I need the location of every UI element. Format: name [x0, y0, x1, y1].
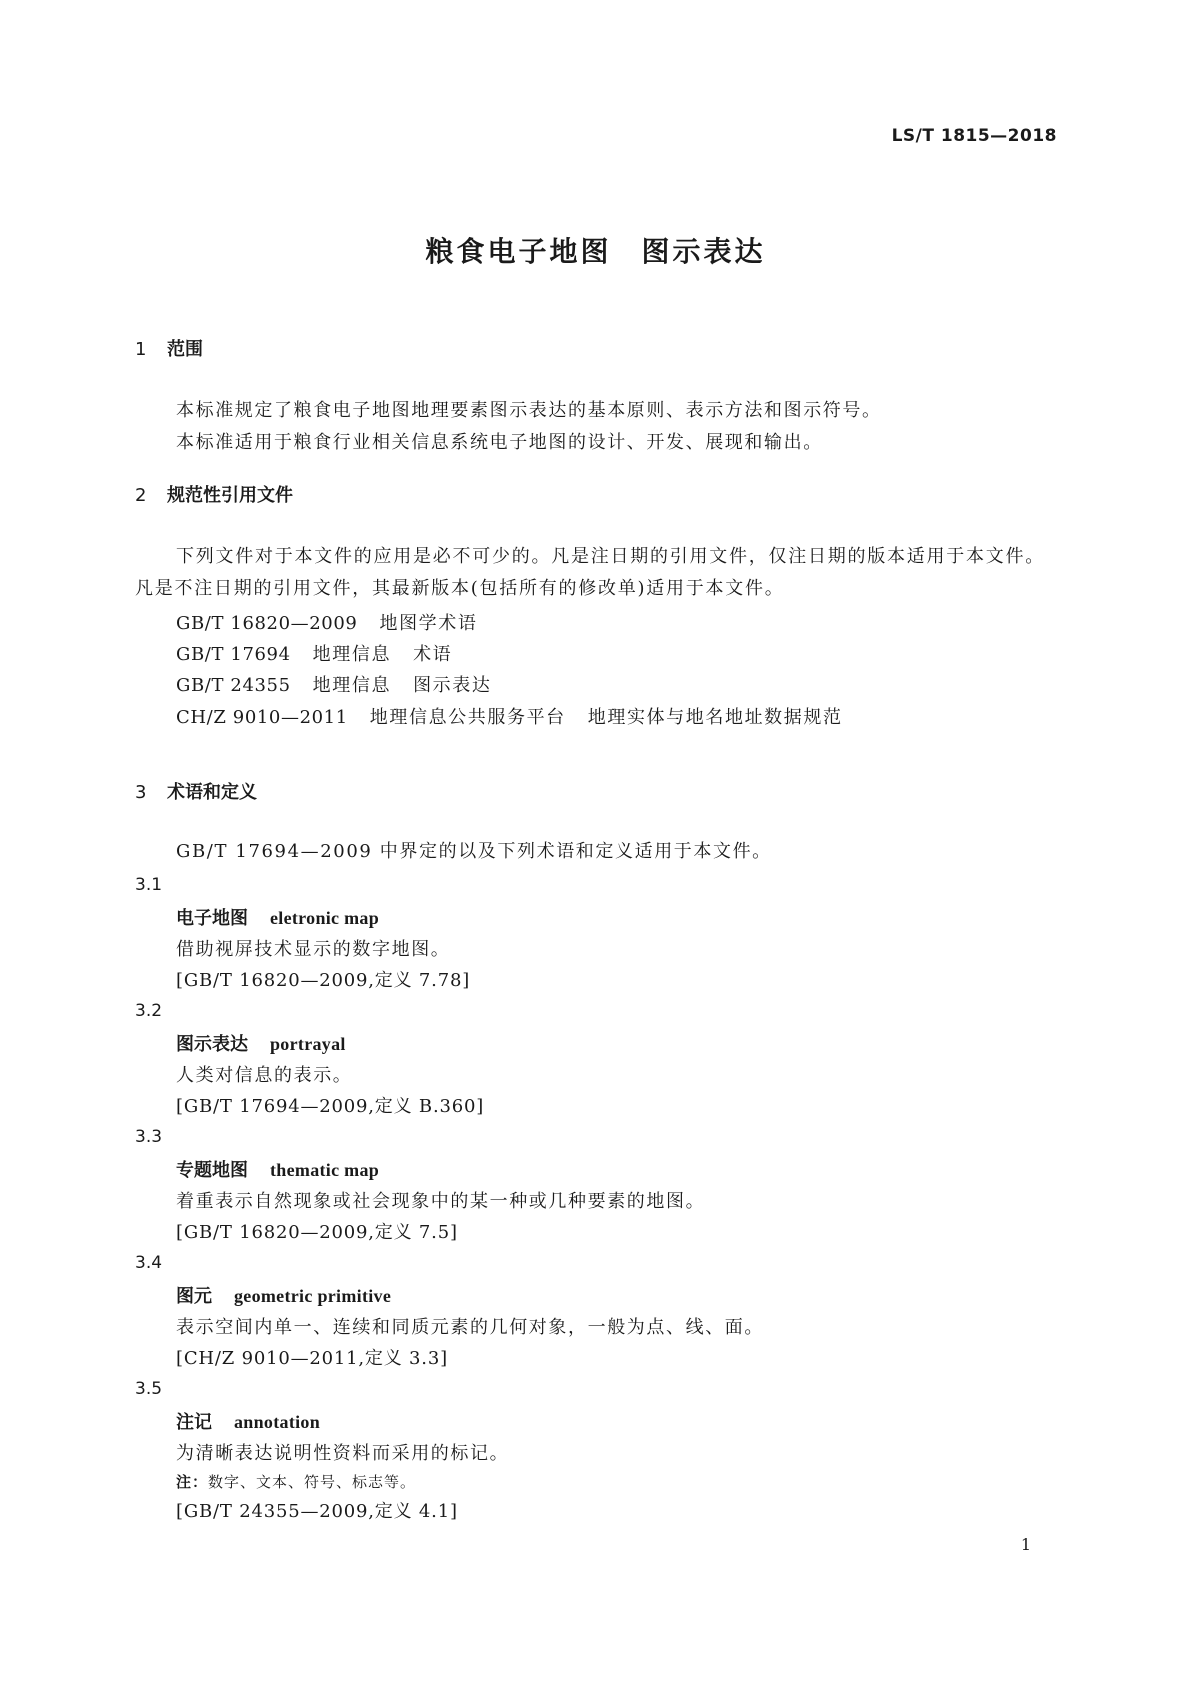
clause-number: 3.2 — [135, 1001, 163, 1021]
term-definition: 借助视屏技术显示的数字地图。 — [176, 939, 451, 960]
term-heading — [176, 1030, 346, 1056]
reference-title: 地图学术语 — [379, 613, 478, 634]
section-number: 2 — [135, 485, 147, 506]
term-heading — [176, 904, 379, 930]
section-title: 术语和定义 — [167, 782, 257, 803]
term-zh: 图示表达 — [176, 1034, 248, 1055]
reference-code: CH/Z 9010—2011 — [176, 707, 348, 728]
reference-code: GB/T 24355 — [176, 675, 291, 696]
term-definition: 表示空间内单一、连续和同质元素的几何对象，一般为点、线、面。 — [176, 1317, 764, 1338]
standard-code: LS/T 1815—2018 — [891, 126, 1057, 146]
scope-paragraph-2: 本标准适用于粮食行业相关信息系统电子地图的设计、开发、展现和输出。 — [176, 432, 823, 453]
term-zh: 电子地图 — [176, 908, 248, 929]
term-en: eletronic map — [270, 908, 380, 928]
section-3-heading — [135, 778, 257, 804]
term-en: annotation — [234, 1412, 321, 1432]
term-en: thematic map — [270, 1160, 380, 1180]
term-zh: 注记 — [176, 1412, 212, 1433]
reference-title: 地理信息公共服务平台 — [369, 707, 566, 728]
scope-paragraph-1: 本标准规定了粮食电子地图地理要素图示表达的基本原则、表示方法和图示符号。 — [176, 400, 882, 421]
reference-subtitle: 图示表达 — [413, 675, 492, 696]
reference-item — [176, 670, 491, 702]
document-title — [0, 230, 1191, 270]
note-text: 数字、文本、符号、标志等。 — [208, 1473, 417, 1491]
reference-subtitle: 地理实体与地名地址数据规范 — [587, 707, 843, 728]
note-label: 注： — [176, 1473, 209, 1491]
term-zh: 图元 — [176, 1286, 212, 1307]
section-title: 范围 — [167, 339, 203, 360]
reference-code: GB/T 17694 — [176, 644, 291, 665]
term-source: [CH/Z 9010—2011,定义 3.3] — [176, 1348, 448, 1369]
term-source: [GB/T 16820—2009,定义 7.78] — [176, 970, 471, 991]
reference-code: GB/T 16820—2009 — [176, 613, 358, 634]
page-number: 1 — [1020, 1535, 1031, 1554]
term-en: geometric primitive — [234, 1286, 392, 1306]
term-zh: 专题地图 — [176, 1160, 248, 1181]
term-source: [GB/T 17694—2009,定义 B.360] — [176, 1096, 485, 1117]
term-definition: 为清晰表达说明性资料而采用的标记。 — [176, 1443, 510, 1464]
clause-number: 3.1 — [135, 875, 163, 895]
term-definition: 着重表示自然现象或社会现象中的某一种或几种要素的地图。 — [176, 1191, 706, 1212]
term-source: [GB/T 16820—2009,定义 7.5] — [176, 1222, 458, 1243]
section-number: 3 — [135, 782, 147, 803]
reference-item — [176, 702, 843, 734]
title-part-1: 粮食电子地图 — [425, 235, 612, 268]
reference-title: 地理信息 — [312, 675, 392, 696]
terms-intro: GB/T 17694—2009 中界定的以及下列术语和定义适用于本文件。 — [176, 841, 772, 862]
references-intro: 下列文件对于本文件的应用是必不可少的。凡是注日期的引用文件，仅注日期的版本适用于本文件。凡是不注日期的引用文件，其最新版本(包括所有的修改单)适用于本文件。 — [135, 546, 1045, 599]
reference-title: 地理信息 — [312, 644, 392, 665]
section-number: 1 — [135, 339, 147, 360]
term-definition: 人类对信息的表示。 — [176, 1065, 353, 1086]
term-note — [176, 1471, 416, 1492]
section-title: 规范性引用文件 — [167, 485, 293, 506]
term-en: portrayal — [270, 1034, 346, 1054]
term-heading — [176, 1282, 391, 1308]
reference-subtitle: 术语 — [413, 644, 453, 665]
clause-number: 3.3 — [135, 1127, 163, 1147]
clause-number: 3.5 — [135, 1379, 163, 1399]
term-source: [GB/T 24355—2009,定义 4.1] — [176, 1501, 458, 1522]
clause-number: 3.4 — [135, 1253, 163, 1273]
title-part-2: 图示表达 — [641, 235, 766, 268]
term-heading — [176, 1408, 320, 1434]
section-2-heading — [135, 481, 293, 507]
term-heading — [176, 1156, 379, 1182]
reference-item — [176, 608, 477, 640]
reference-item — [176, 639, 452, 671]
section-1-heading — [135, 335, 203, 361]
